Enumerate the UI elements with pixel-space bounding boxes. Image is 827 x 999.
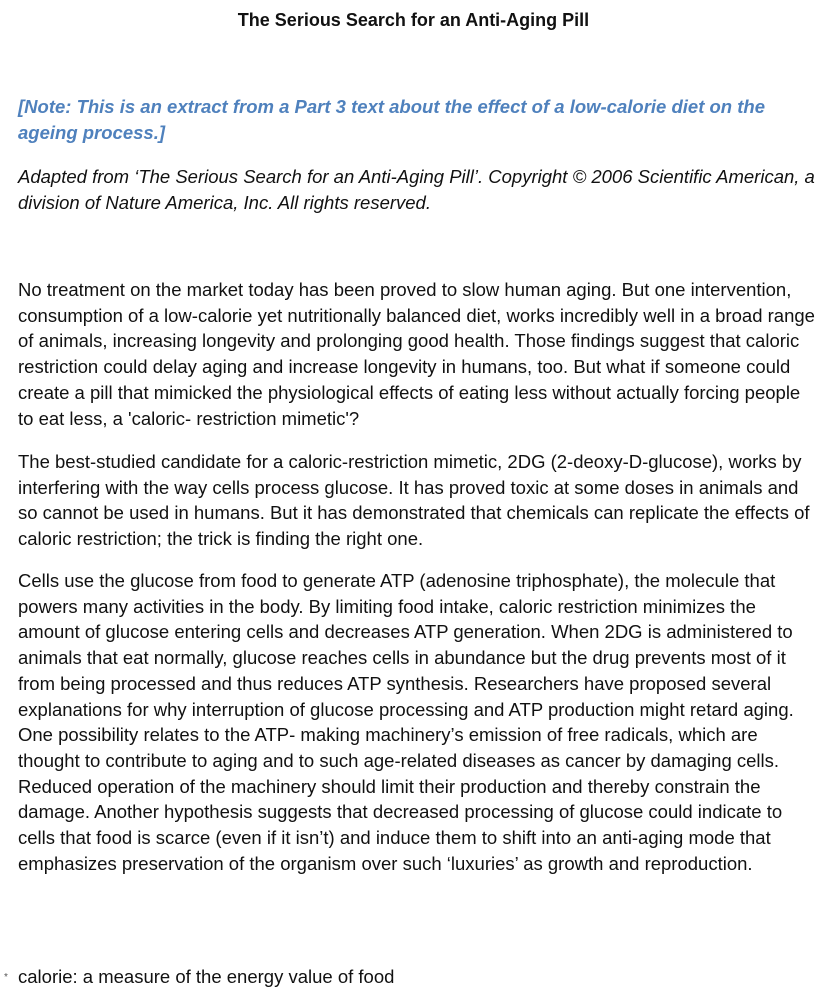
- source-attribution: Adapted from ‘The Serious Search for an Anti-Aging Pill’. Copyright © 2006 Scientific American, a division of Nature America, Inc. All rights reserved.: [18, 166, 815, 213]
- footnote-text: calorie: a measure of the energy value of food: [18, 966, 395, 987]
- body-paragraph-2: The best-studied candidate for a caloric-restriction mimetic, 2DG (2-deoxy-D-glucose), works by interfering with the way cells process glucose. It has proved toxic at some doses in animals and so cannot be used in humans. But it has demonstrated that chemicals can replicate the effects of caloric restriction; the trick is finding the right one.: [18, 451, 810, 550]
- body-paragraph-1: No treatment on the market today has been proved to slow human aging. But one intervention, consumption of a low-calorie yet nutritionally balanced diet, works incredibly well in a broad range of animals, increasing longevity and prolonging good health. Those findings suggest that caloric restriction could delay aging and increase longevity in humans, too. But what if someone could create a pill that mimicked the physiological effects of eating less without actually forcing people to eat less, a 'caloric- restriction mimetic'?: [18, 279, 815, 429]
- document-title: The Serious Search for an Anti-Aging Pill: [237, 10, 590, 30]
- footnote-mark: *: [4, 972, 8, 984]
- footnote: [4, 964, 819, 991]
- body-paragraph-3: Cells use the glucose from food to generate ATP (adenosine triphosphate), the molecule that powers many activities in the body. By limiting food intake, caloric restriction minimizes the amount of glucose entering cells and decreases ATP generation. When 2DG is administered to animals that eat normally, glucose reaches cells in abundance but the drug prevents most of it from being processed and thus reduces ATP synthesis. Researchers have proposed several explanations for why interruption of glucose processing and ATP production might retard aging. One possibility relates to the ATP- making machinery’s emission of free radicals, which are thought to contribute to aging and to such age-related diseases as cancer by damaging cells. Reduced operation of the machinery should limit their production and thereby constrain the damage. Another hypothesis suggests that decreased processing of glucose could indicate to cells that food is scarce (even if it isn’t) and induce them to shift into an anti-aging mode that emphasizes preservation of the organism over such ‘luxuries’ as growth and reproduction.: [18, 570, 794, 874]
- editor-note: [Note: This is an extract from a Part 3 text about the effect of a low-calorie diet on the ageing process.]: [18, 96, 765, 143]
